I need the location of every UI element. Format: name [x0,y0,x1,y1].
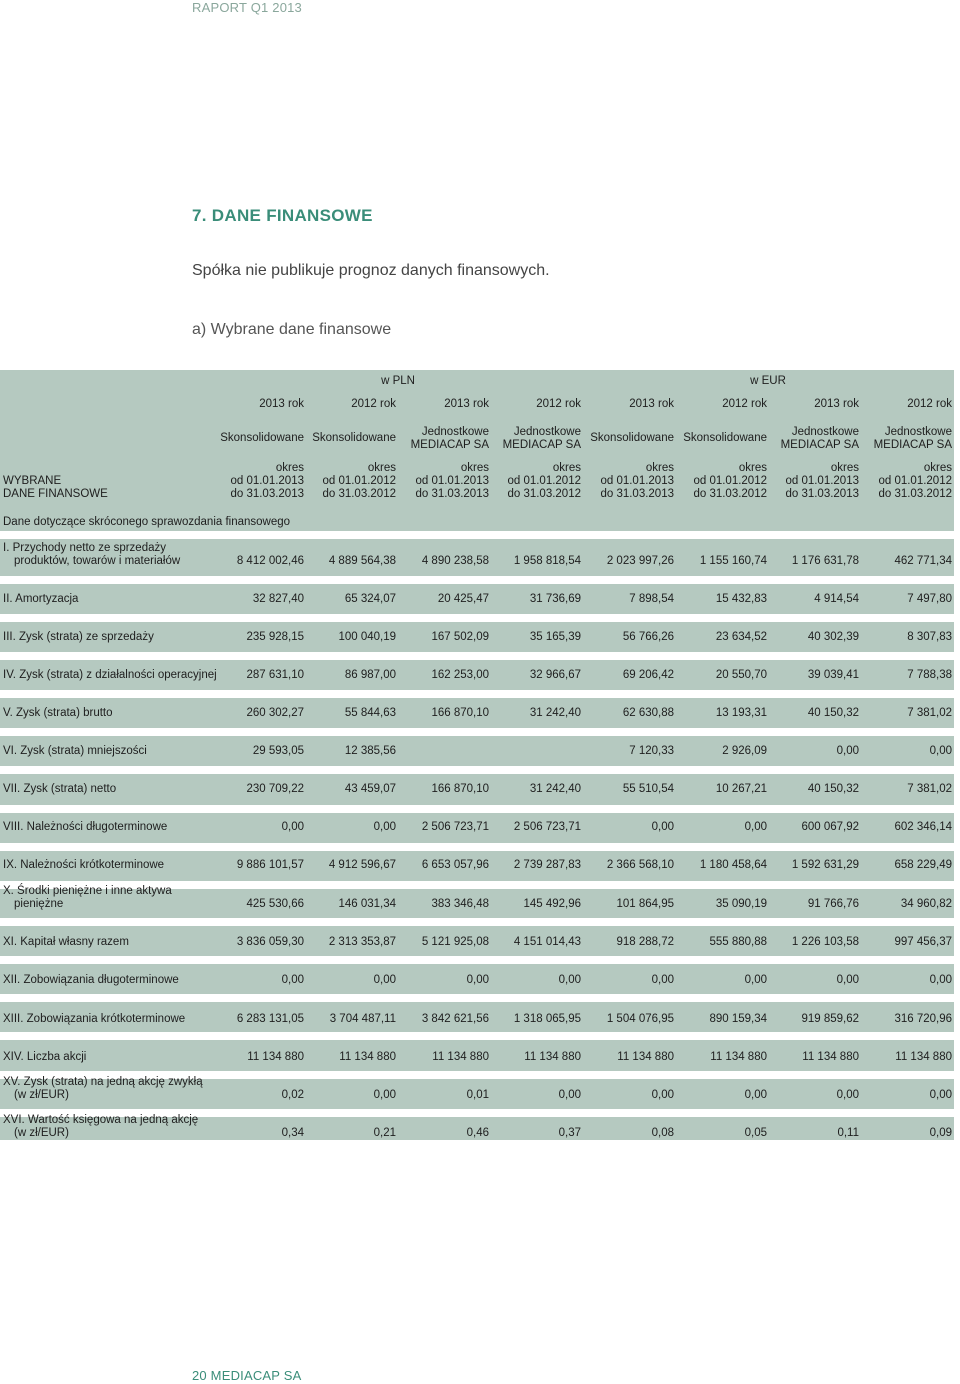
table-cell-value: 7 788,38 [907,669,952,681]
table-cell-value: 3 836 059,30 [236,936,304,948]
year-header: 2012 rok [722,398,767,410]
table-cell-value: 65 324,07 [344,593,396,605]
period-header: okres [460,462,489,474]
table-cell-value: 11 134 880 [617,1051,674,1063]
table-cell-value: 0,05 [744,1127,767,1139]
row-separator [0,1032,954,1040]
table-cell-value: 15 432,83 [715,593,767,605]
row-label: VIII. Należności długoterminowe [3,821,168,833]
table-cell-value: 0,21 [373,1127,396,1139]
table-cell-value: 35 090,19 [715,898,767,910]
scope-header: Jednostkowe [513,426,581,438]
table-cell-value: 287 631,10 [246,669,304,681]
scope-header: Skonsolidowane [312,432,396,444]
table-cell-value: 1 504 076,95 [606,1013,674,1025]
table-cell-value: 2 313 353,87 [328,936,396,948]
period-header: okres [738,462,767,474]
subsection-title: a) Wybrane dane finansowe [192,321,392,338]
table-cell-value: 11 134 880 [710,1051,767,1063]
table-cell-value: 1 958 818,54 [513,555,581,567]
table-cell-value: 5 121 925,08 [421,936,489,948]
table-cell-value: 20 425,47 [437,593,489,605]
table-cell-value: 31 242,40 [529,707,581,719]
table-cell-value: 0,34 [281,1127,304,1139]
table-cell-value: 919 859,62 [801,1013,859,1025]
period-header: do 31.03.2013 [600,488,674,500]
period-header: od 01.01.2012 [507,475,581,487]
period-header: od 01.01.2013 [785,475,859,487]
table-cell-value: 62 630,88 [622,707,674,719]
scope-header: Jednostkowe [791,426,859,438]
table-cell-value: 13 193,31 [715,707,767,719]
table-cell-value: 162 253,00 [431,669,489,681]
table-cell-value: 40 150,32 [807,783,859,795]
scope-header: MEDIACAP SA [873,439,952,451]
table-cell-value: 56 766,26 [622,631,674,643]
table-cell-value: 235 928,15 [246,631,304,643]
scope-header: MEDIACAP SA [502,439,581,451]
table-cell-value: 11 134 880 [802,1051,859,1063]
row-separator [0,690,954,698]
table-cell-value: 462 771,34 [894,555,952,567]
table-cell-value: 9 886 101,57 [236,859,304,871]
row-separator [0,843,954,851]
period-header: do 31.03.2012 [693,488,767,500]
table-cell-value: 2 506 723,71 [421,821,489,833]
table-cell-value: 0,00 [929,974,952,986]
table-cell-value: 20 550,70 [715,669,767,681]
table-cell-value: 0,00 [373,821,396,833]
row-label: I. Przychody netto ze sprzedaży [3,542,166,554]
table-cell-value: 1 226 103,58 [791,936,859,948]
table-cell-value: 35 165,39 [529,631,581,643]
scope-header: MEDIACAP SA [780,439,859,451]
row-separator [0,956,954,964]
table-cell-value: 4 890 238,58 [421,555,489,567]
table-cell-value: 11 134 880 [339,1051,396,1063]
table-cell-value: 11 134 880 [524,1051,581,1063]
period-header: od 01.01.2013 [415,475,489,487]
year-header: 2013 rok [629,398,674,410]
table-cell-value: 34 960,82 [900,898,952,910]
table-cell-value: 31 242,40 [529,783,581,795]
table-cell-value: 32 966,67 [529,669,581,681]
table-cell-value: 0,11 [837,1127,859,1139]
row-label: XI. Kapitał własny razem [3,936,129,948]
row-header-label: WYBRANE [3,475,62,487]
row-label: (w zł/EUR) [14,1089,69,1101]
row-separator [0,994,954,1002]
row-separator [0,614,954,622]
table-cell-value: 55 510,54 [622,783,674,795]
row-label: X. Środki pieniężne i inne aktywa [3,885,172,897]
table-cell-value: 11 134 880 [247,1051,304,1063]
row-label: VI. Zysk (strata) mniejszości [3,745,147,757]
table-cell-value: 425 530,66 [246,898,304,910]
table-cell-value: 4 889 564,38 [328,555,396,567]
table-cell-value: 2 926,09 [722,745,767,757]
table-cell-value: 167 502,09 [431,631,489,643]
year-header: 2013 rok [814,398,859,410]
table-cell-value: 0,00 [281,821,304,833]
row-label: III. Zysk (strata) ze sprzedaży [3,631,154,643]
table-cell-value: 40 302,39 [807,631,859,643]
year-header: 2013 rok [259,398,304,410]
table-cell-value: 100 040,19 [338,631,396,643]
year-header: 2012 rok [536,398,581,410]
table-cell-value: 8 412 002,46 [236,555,304,567]
table-cell-value: 0,01 [466,1089,489,1101]
table-cell-value: 0,00 [836,974,859,986]
table-cell-value: 6 283 131,05 [236,1013,304,1025]
section-label: Dane dotyczące skróconego sprawozdania finansowego [3,516,291,528]
table-cell-value: 0,00 [281,974,304,986]
table-cell-value: 1 318 065,95 [513,1013,581,1025]
table-cell-value: 91 766,76 [807,898,859,910]
table-cell-value: 69 206,42 [622,669,674,681]
table-cell-value: 997 456,37 [894,936,952,948]
table-cell-value: 0,00 [929,745,952,757]
table-cell-value: 0,00 [373,974,396,986]
row-label: XIV. Liczba akcji [3,1051,87,1063]
row-label: II. Amortyzacja [3,593,79,605]
table-cell-value: 1 592 631,29 [791,859,859,871]
table-cell-value: 0,00 [929,1089,952,1101]
row-separator [0,918,954,926]
period-header: od 01.01.2012 [693,475,767,487]
table-cell-value: 0,00 [836,1089,859,1101]
currency-group-header: w PLN [381,375,415,387]
table-cell-value: 101 864,95 [616,898,674,910]
table-cell-value: 0,00 [651,821,674,833]
table-cell-value: 0,00 [558,974,581,986]
table-cell-value: 0,00 [373,1089,396,1101]
table-cell-value: 32 827,40 [252,593,304,605]
table-cell-value: 7 120,33 [629,745,674,757]
row-label: VII. Zysk (strata) netto [3,783,117,795]
period-header: okres [923,462,952,474]
table-cell-value: 7 381,02 [907,707,952,719]
table-cell-value: 2 366 568,10 [606,859,674,871]
table-cell-value: 0,46 [466,1127,489,1139]
period-header: do 31.03.2012 [507,488,581,500]
page-footer: 20 MEDIACAP SA [192,1368,302,1383]
table-cell-value: 3 842 621,56 [421,1013,489,1025]
table-cell-value: 166 870,10 [431,783,489,795]
table-cell-value: 0,37 [558,1127,581,1139]
row-label: XIII. Zobowiązania krótkoterminowe [3,1013,186,1025]
scope-header: Jednostkowe [421,426,489,438]
row-label: XV. Zysk (strata) na jedną akcję zwykłą [3,1076,203,1088]
table-cell-value: 40 150,32 [807,707,859,719]
table-cell-value: 658 229,49 [894,859,952,871]
table-cell-value: 0,09 [929,1127,952,1139]
table-cell-value: 383 346,48 [431,898,489,910]
period-header: od 01.01.2012 [322,475,396,487]
row-label: V. Zysk (strata) brutto [3,707,113,719]
table-cell-value: 918 288,72 [616,936,674,948]
table-cell-value: 4 914,54 [814,593,859,605]
table-cell-value: 0,00 [744,974,767,986]
scope-header: Skonsolidowane [590,432,674,444]
table-cell-value: 0,00 [651,1089,674,1101]
table-cell-value: 2 739 287,83 [513,859,581,871]
financial-data-table [0,370,954,1140]
table-cell-value: 8 307,83 [907,631,952,643]
row-label: produktów, towarów i materiałów [14,555,181,567]
table-cell-value: 7 898,54 [629,593,674,605]
period-header: okres [830,462,859,474]
row-separator [0,531,954,539]
period-header: okres [367,462,396,474]
table-cell-value: 39 039,41 [807,669,859,681]
table-cell-value: 12 385,56 [344,745,396,757]
table-cell-value: 43 459,07 [344,783,396,795]
table-cell-value: 1 176 631,78 [791,555,859,567]
row-separator [0,805,954,813]
period-header: od 01.01.2012 [878,475,952,487]
period-header: do 31.03.2013 [415,488,489,500]
intro-text: Spółka nie publikuje prognoz danych finansowych. [192,262,550,279]
table-cell-value: 0,00 [836,745,859,757]
row-label: (w zł/EUR) [14,1127,69,1139]
table-cell-value: 0,08 [651,1127,674,1139]
table-cell-value: 316 720,96 [894,1013,952,1025]
table-cell-value: 7 381,02 [907,783,952,795]
table-cell-value: 7 497,80 [907,593,952,605]
table-cell-value: 0,00 [744,821,767,833]
table-cell-value: 2 023 997,26 [606,555,674,567]
table-cell-value: 1 155 160,74 [699,555,767,567]
scope-header: Jednostkowe [884,426,952,438]
scope-header: Skonsolidowane [683,432,767,444]
period-header: do 31.03.2012 [878,488,952,500]
table-cell-value: 11 134 880 [432,1051,489,1063]
table-cell-value: 145 492,96 [523,898,581,910]
table-cell-value: 600 067,92 [801,821,859,833]
year-header: 2012 rok [907,398,952,410]
table-cell-value: 0,00 [558,1089,581,1101]
year-header: 2012 rok [351,398,396,410]
table-cell-value: 23 634,52 [715,631,767,643]
year-header: 2013 rok [444,398,489,410]
row-label: XII. Zobowiązania długoterminowe [3,974,179,986]
row-separator [0,766,954,774]
period-header: okres [552,462,581,474]
row-separator [0,652,954,660]
table-cell-value: 602 346,14 [894,821,952,833]
row-separator [0,728,954,736]
table-cell-value: 86 987,00 [344,669,396,681]
row-header-label: DANE FINANSOWE [3,488,108,500]
table-cell-value: 10 267,21 [715,783,767,795]
table-cell-value: 146 031,34 [338,898,396,910]
scope-header: Skonsolidowane [220,432,304,444]
table-cell-value: 2 506 723,71 [513,821,581,833]
table-cell-value: 890 159,34 [709,1013,767,1025]
table-cell-value: 3 704 487,11 [329,1013,396,1025]
period-header: do 31.03.2012 [322,488,396,500]
table-cell-value: 4 912 596,67 [328,859,396,871]
table-cell-value: 11 134 880 [895,1051,952,1063]
section-title: 7. DANE FINANSOWE [192,206,373,225]
period-header: okres [645,462,674,474]
scope-header: MEDIACAP SA [410,439,489,451]
running-head: RAPORT Q1 2013 [192,0,302,15]
table-cell-value: 0,00 [744,1089,767,1101]
row-label: IX. Należności krótkoterminowe [3,859,165,871]
table-cell-value: 166 870,10 [431,707,489,719]
table-cell-value: 1 180 458,64 [699,859,767,871]
currency-group-header: w EUR [750,375,786,387]
row-label: XVI. Wartość księgowa na jedną akcję [3,1114,199,1126]
table-cell-value: 31 736,69 [529,593,581,605]
table-cell-value: 6 653 057,96 [421,859,489,871]
table-cell-value: 0,00 [466,974,489,986]
period-header: od 01.01.2013 [230,475,304,487]
table-cell-value: 55 844,63 [344,707,396,719]
table-cell-value: 260 302,27 [246,707,304,719]
period-header: do 31.03.2013 [785,488,859,500]
table-cell-value: 555 880,88 [709,936,767,948]
period-header: od 01.01.2013 [600,475,674,487]
period-header: okres [275,462,304,474]
row-label: IV. Zysk (strata) z działalności operacyjnej [3,669,217,681]
row-label: pieniężne [14,898,64,910]
row-separator [0,576,954,584]
table-cell-value: 230 709,22 [246,783,304,795]
table-cell-value: 4 151 014,43 [513,936,581,948]
table-cell-value: 0,00 [651,974,674,986]
period-header: do 31.03.2013 [230,488,304,500]
table-cell-value: 29 593,05 [252,745,304,757]
table-cell-value: 0,02 [281,1089,304,1101]
